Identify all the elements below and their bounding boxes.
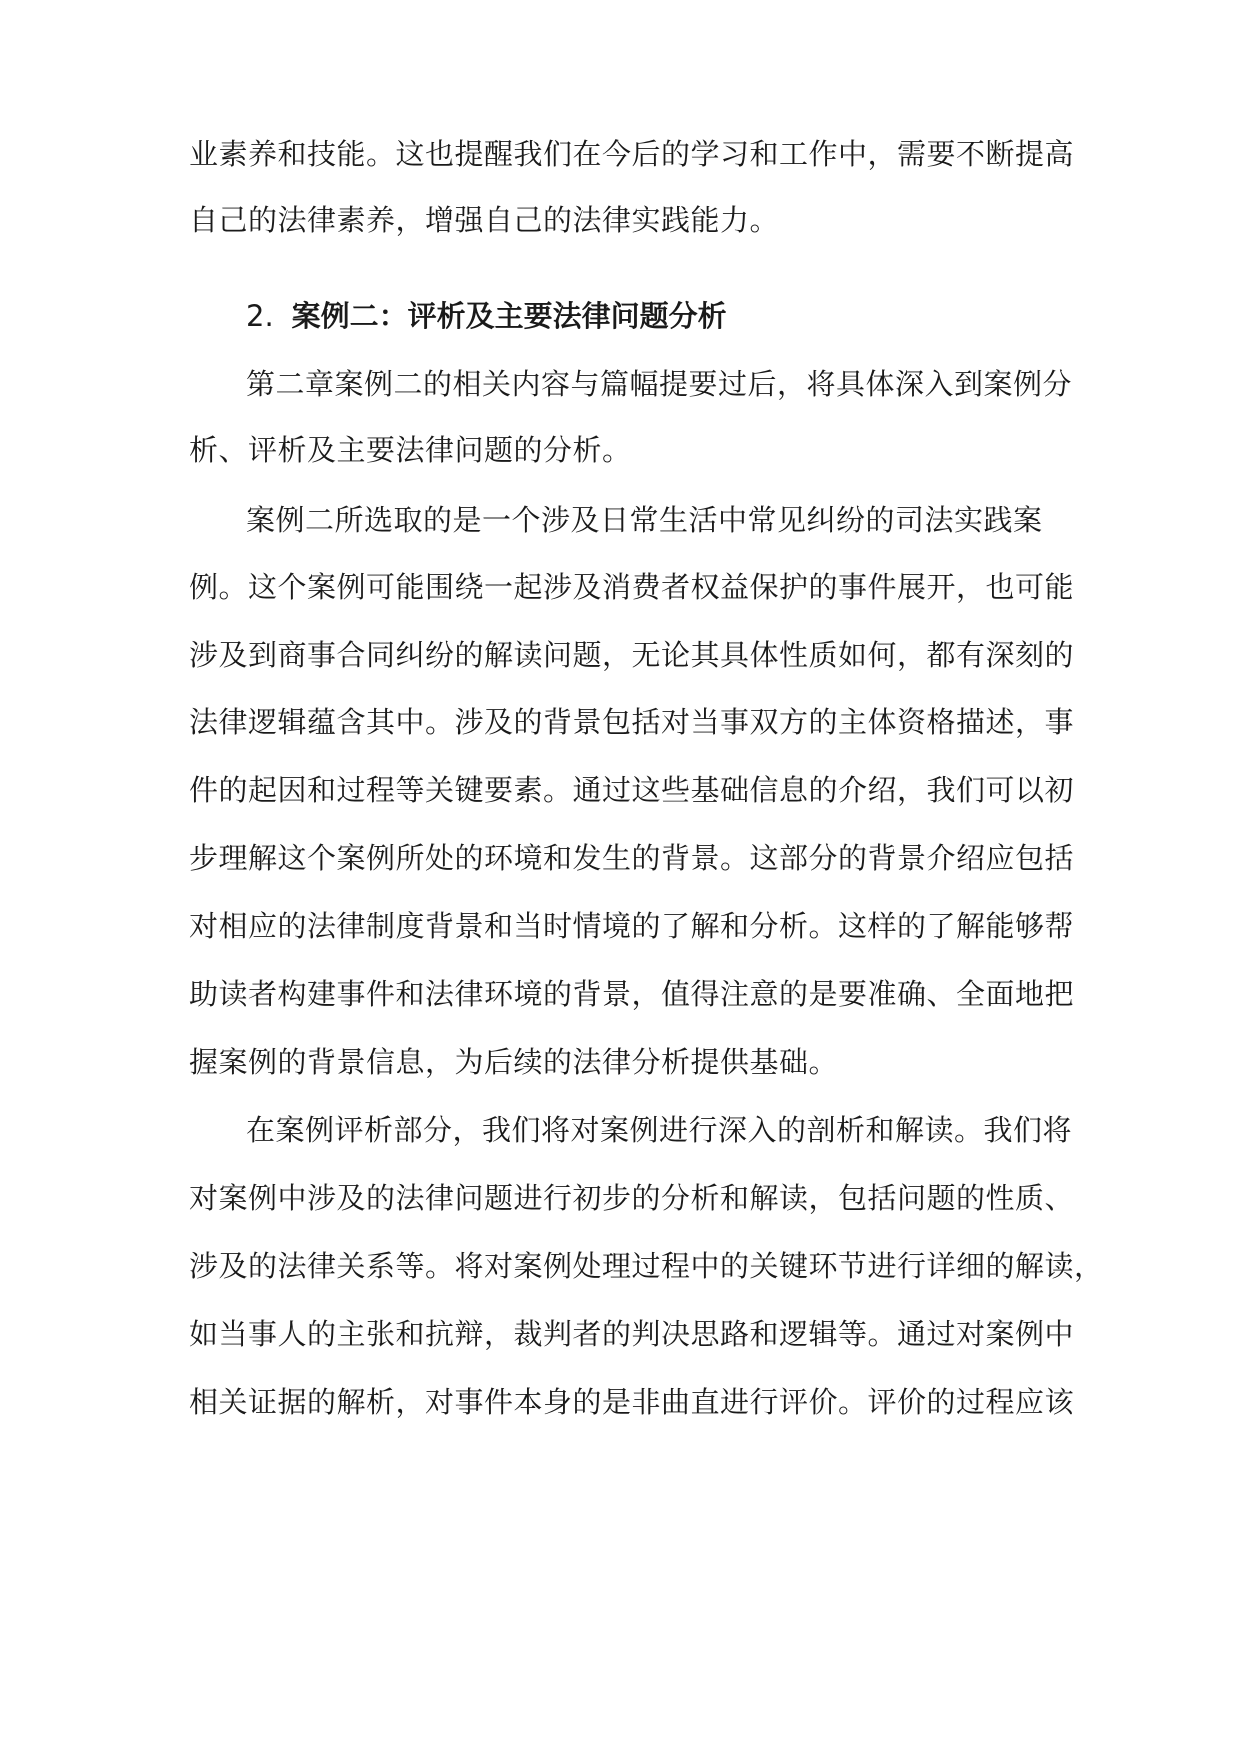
text-line: 如当事人的主张和抗辩，裁判者的判决思路和逻辑等。通过对案例中 <box>189 1317 1075 1351</box>
text-line: 业素养和技能。这也提醒我们在今后的学习和工作中，需要不断提高 <box>189 137 1075 171</box>
section-heading <box>246 294 727 338</box>
text-line: 相关证据的解析，对事件本身的是非曲直进行评价。评价的过程应该 <box>189 1385 1075 1419</box>
text-line: 件的起因和过程等关键要素。通过这些基础信息的介绍，我们可以初 <box>189 773 1075 807</box>
text-line: 案例二所选取的是一个涉及日常生活中常见纠纷的司法实践案 <box>246 503 1043 537</box>
text-line: 涉及的法律关系等。将对案例处理过程中的关键环节进行详细的解读， <box>189 1249 1104 1283</box>
text-line: 握案例的背景信息，为后续的法律分析提供基础。 <box>189 1045 839 1079</box>
text-line: 析、评析及主要法律问题的分析。 <box>189 433 632 467</box>
text-line: 法律逻辑蕴含其中。涉及的背景包括对当事双方的主体资格描述，事 <box>189 705 1075 739</box>
text-line: 对相应的法律制度背景和当时情境的了解和分析。这样的了解能够帮 <box>189 909 1075 943</box>
text-line: 涉及到商事合同纠纷的解读问题，无论其具体性质如何，都有深刻的 <box>189 638 1075 672</box>
text-line: 对案例中涉及的法律问题进行初步的分析和解读，包括问题的性质、 <box>189 1181 1075 1215</box>
text-line: 助读者构建事件和法律环境的背景，值得注意的是要准确、全面地把 <box>189 977 1075 1011</box>
text-line: 自己的法律素养，增强自己的法律实践能力。 <box>189 203 780 237</box>
text-line: 例。这个案例可能围绕一起涉及消费者权益保护的事件展开，也可能 <box>189 570 1075 604</box>
text-line: 在案例评析部分，我们将对案例进行深入的剖析和解读。我们将 <box>246 1113 1073 1147</box>
text-line: 步理解这个案例所处的环境和发生的背景。这部分的背景介绍应包括 <box>189 841 1075 875</box>
section-title: 案例二：评析及主要法律问题分析 <box>291 299 727 333</box>
section-number: 2. <box>246 299 274 333</box>
text-line: 第二章案例二的相关内容与篇幅提要过后，将具体深入到案例分 <box>246 367 1073 401</box>
